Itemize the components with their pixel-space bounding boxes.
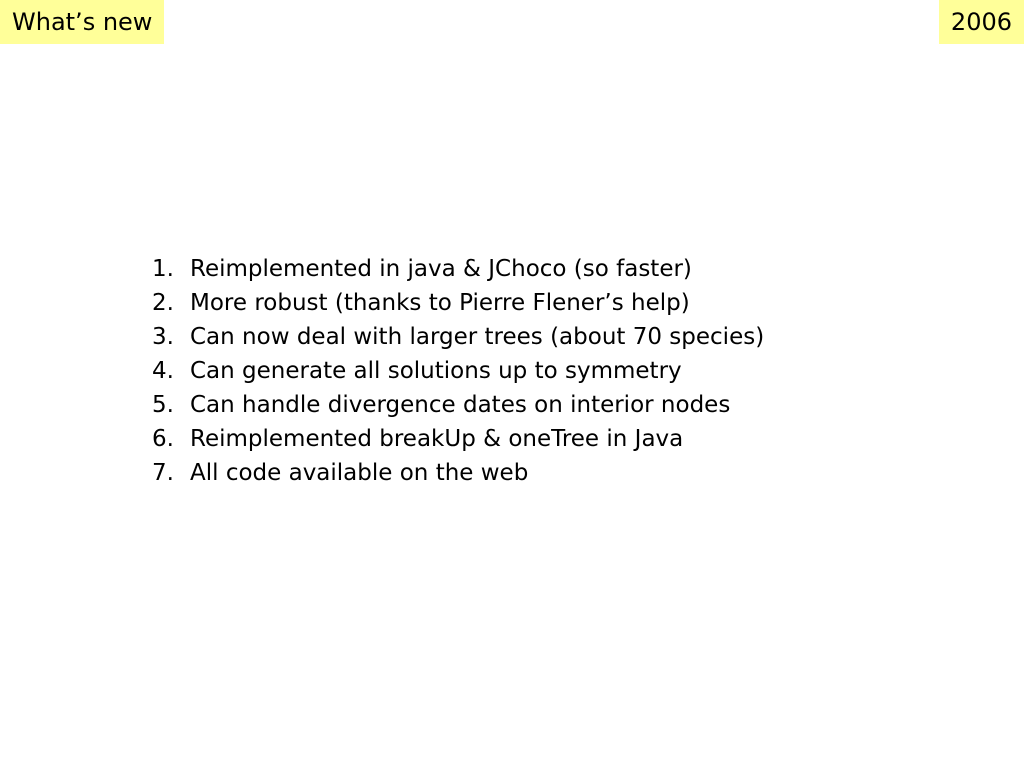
- list-item-number: 1.: [152, 256, 174, 282]
- list-item-text: Can handle divergence dates on interior nodes: [190, 392, 731, 418]
- list-item-text: All code available on the web: [190, 460, 529, 486]
- list-item-text: Reimplemented in java & JChoco (so faster): [190, 256, 692, 282]
- list-item-number: 5.: [152, 392, 174, 418]
- list-item: [152, 456, 764, 490]
- list-item: [152, 286, 764, 320]
- list-item: [152, 320, 764, 354]
- list-item-text: Reimplemented breakUp & oneTree in Java: [190, 426, 684, 452]
- list-item: [152, 354, 764, 388]
- list-item-text: Can generate all solutions up to symmetry: [190, 358, 682, 384]
- list-item: [152, 422, 764, 456]
- slide-year: 2006: [939, 0, 1024, 44]
- list-item: [152, 388, 764, 422]
- list-item-number: 6.: [152, 426, 174, 452]
- list-item-number: 7.: [152, 460, 174, 486]
- list-item: [152, 252, 764, 286]
- list-item-number: 2.: [152, 290, 174, 316]
- list-item-text: Can now deal with larger trees (about 70 species): [190, 324, 765, 350]
- numbered-list: [152, 252, 764, 490]
- list-item-number: 3.: [152, 324, 174, 350]
- slide-title: What’s new: [0, 0, 164, 44]
- list-item-text: More robust (thanks to Pierre Flener’s help): [190, 290, 690, 316]
- list-item-number: 4.: [152, 358, 174, 384]
